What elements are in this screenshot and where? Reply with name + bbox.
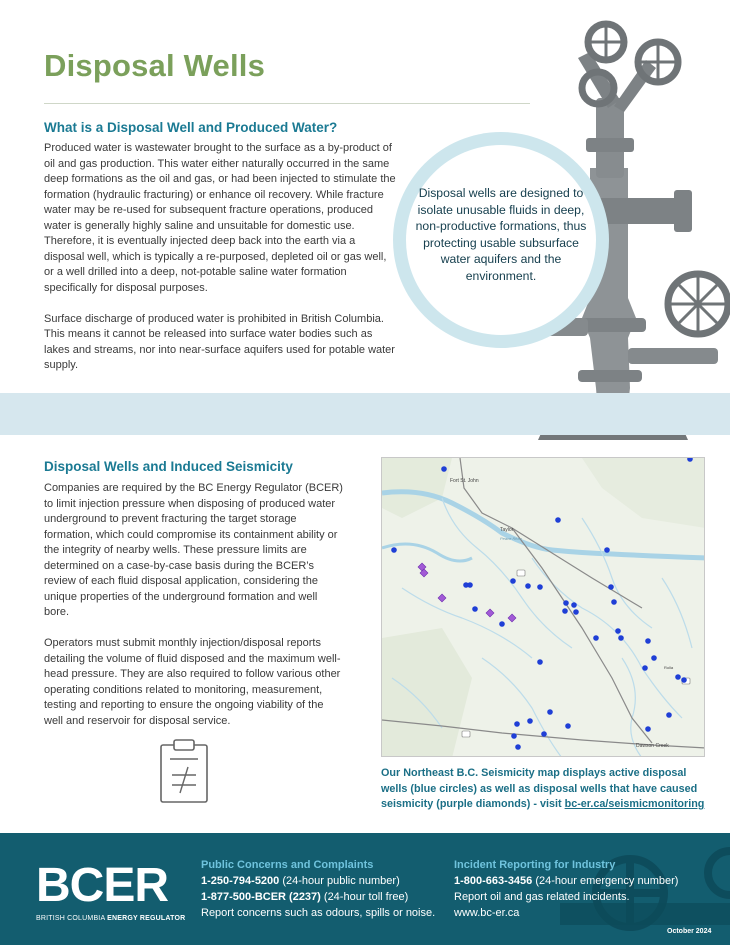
active-well-marker[interactable] xyxy=(527,718,533,724)
logo-subtitle-prefix: BRITISH COLUMBIA xyxy=(36,915,108,922)
divider-band xyxy=(0,393,730,435)
active-well-marker[interactable] xyxy=(515,744,521,750)
public-phone-1[interactable]: 1-250-794-5200 xyxy=(201,875,280,887)
paragraph: Surface discharge of produced water is prohibited in British Columbia. This means it cannot be released into surface water bodies such as lakes and streams, nor into near-surface aquifers used for potable water supply. xyxy=(44,312,395,371)
active-well-marker[interactable] xyxy=(467,582,473,588)
industry-reporting-note: Report oil and gas related incidents. xyxy=(454,891,630,903)
highway-shield xyxy=(517,570,525,576)
active-well-marker[interactable] xyxy=(666,712,672,718)
industry-phone-note: (24-hour emergency number) xyxy=(532,875,679,887)
public-concerns-block xyxy=(201,857,435,921)
paragraph: Produced water is wastewater brought to the surface as a by-product of oil and gas production. This water either naturally occurred in the same deep formations as the oil and gas, or had been injected to stimulate the formation (hydraulic fracturing) or enhance oil recovery. While fracture water may be re-used for subsequent fracture operations, produced water is generally highly saline and unsuitable for domestic use. Therefore, it is eventually injected deep back into the earth via a disposal well, which is typically a re-purposed, depleted oil or gas well, or a well drilled into a deep, not-potable saline water formation specifically for disposal purposes. xyxy=(44,142,396,294)
publication-date: October 2024 xyxy=(667,928,712,935)
active-well-marker[interactable] xyxy=(563,600,569,606)
map-caption-text: Our Northeast B.C. Seismicity map displays active disposal wells (blue circles) as well as disposal wells that have caused seismicity (purple diamonds) - visit xyxy=(381,767,698,810)
seismicity-map[interactable] xyxy=(381,457,705,757)
active-well-marker[interactable] xyxy=(562,608,568,614)
map-label-taylor: Taylor xyxy=(500,527,514,533)
section-heading-produced-water: What is a Disposal Well and Produced Water? xyxy=(44,120,338,135)
highway-shield xyxy=(462,731,470,737)
public-phone-2-note: (24-hour toll free) xyxy=(320,891,409,903)
active-well-marker[interactable] xyxy=(537,659,543,665)
map-label-dawson-creek: Dawson Creek xyxy=(636,743,669,749)
public-phone-line-2 xyxy=(201,889,435,905)
active-well-marker[interactable] xyxy=(537,584,543,590)
logo-subtitle xyxy=(36,915,185,922)
active-well-marker[interactable] xyxy=(611,599,617,605)
paragraph: Companies are required by the BC Energy Regulator (BCER) to limit injection pressure when disposing of produced water underground to prevent fracturing the target storage formation, which could compromise its containment ability or the integrity of nearby wells. These pressure limits are determined on a case-by-case basis during the BCER’s review of each fluid disposal application, considering the unique properties of the underground formation and well bore. xyxy=(44,482,343,618)
active-well-marker[interactable] xyxy=(555,517,561,523)
active-well-marker[interactable] xyxy=(547,709,553,715)
active-well-marker[interactable] xyxy=(615,628,621,634)
bcer-logo[interactable] xyxy=(36,859,186,929)
title-divider xyxy=(44,103,530,104)
logo-letters: BCER xyxy=(36,859,169,912)
active-well-marker[interactable] xyxy=(645,726,651,732)
bcer-website-link[interactable]: www.bc-er.ca xyxy=(454,907,520,919)
active-well-marker[interactable] xyxy=(472,606,478,612)
section-heading-seismicity: Disposal Wells and Induced Seismicity xyxy=(44,459,293,474)
active-well-marker[interactable] xyxy=(565,723,571,729)
active-well-marker[interactable] xyxy=(593,635,599,641)
active-well-marker[interactable] xyxy=(573,609,579,615)
callout-circle xyxy=(393,132,609,348)
active-well-marker[interactable] xyxy=(499,621,505,627)
map-label-peace-river: Peace River xyxy=(500,536,522,541)
active-well-marker[interactable] xyxy=(525,583,531,589)
active-well-marker[interactable] xyxy=(645,638,651,644)
active-well-marker[interactable] xyxy=(675,674,681,680)
logo-subtitle-bold: ENERGY REGULATOR xyxy=(107,915,186,922)
active-well-marker[interactable] xyxy=(618,635,624,641)
map-label-fort-st-john: Fort St. John xyxy=(450,478,479,484)
industry-reporting-block xyxy=(454,857,678,921)
clipboard-icon xyxy=(158,737,210,805)
public-phone-1-note: (24-hour public number) xyxy=(279,875,400,887)
active-well-marker[interactable] xyxy=(651,655,657,661)
active-well-marker[interactable] xyxy=(510,578,516,584)
active-well-marker[interactable] xyxy=(441,466,447,472)
industry-phone-line xyxy=(454,873,678,889)
seismicity-text xyxy=(44,481,344,745)
public-phone-2[interactable]: 1-877-500-BCER (2237) xyxy=(201,891,321,903)
callout-text: Disposal wells are designed to isolate unusable fluids in deep, non-productive formations, thus protecting usable subsurface water aquifers and the environment. xyxy=(415,186,587,283)
active-well-marker[interactable] xyxy=(511,733,517,739)
industry-reporting-heading: Incident Reporting for Industry xyxy=(454,859,616,871)
map-canvas xyxy=(382,458,705,757)
produced-water-text xyxy=(44,141,396,389)
active-well-marker[interactable] xyxy=(642,665,648,671)
active-well-marker[interactable] xyxy=(571,602,577,608)
active-well-marker[interactable] xyxy=(541,731,547,737)
paragraph: Operators must submit monthly injection/disposal reports detailing the volume of fluid disposed and the maximum well-head pressure. They are also required to follow various other operating conditions related to monitoring, measurement, testing and reporting to ensure the ongoing viability of the well and reservoir for disposal service. xyxy=(44,637,341,727)
public-concerns-note: Report concerns such as odours, spills or noise. xyxy=(201,907,436,919)
page-title: Disposal Wells xyxy=(44,48,266,83)
active-well-marker[interactable] xyxy=(608,584,614,590)
map-label-small: Rolla xyxy=(664,665,674,670)
industry-phone[interactable]: 1-800-663-3456 xyxy=(454,875,533,887)
footer xyxy=(0,833,730,945)
active-well-marker[interactable] xyxy=(391,547,397,553)
active-well-marker[interactable] xyxy=(604,547,610,553)
active-well-marker[interactable] xyxy=(681,677,687,683)
seismic-monitoring-link[interactable]: bc-er.ca/seismicmonitoring xyxy=(564,798,705,810)
public-phone-line-1 xyxy=(201,873,435,889)
public-concerns-heading: Public Concerns and Complaints xyxy=(201,859,374,871)
active-well-marker[interactable] xyxy=(514,721,520,727)
map-caption xyxy=(381,766,711,813)
